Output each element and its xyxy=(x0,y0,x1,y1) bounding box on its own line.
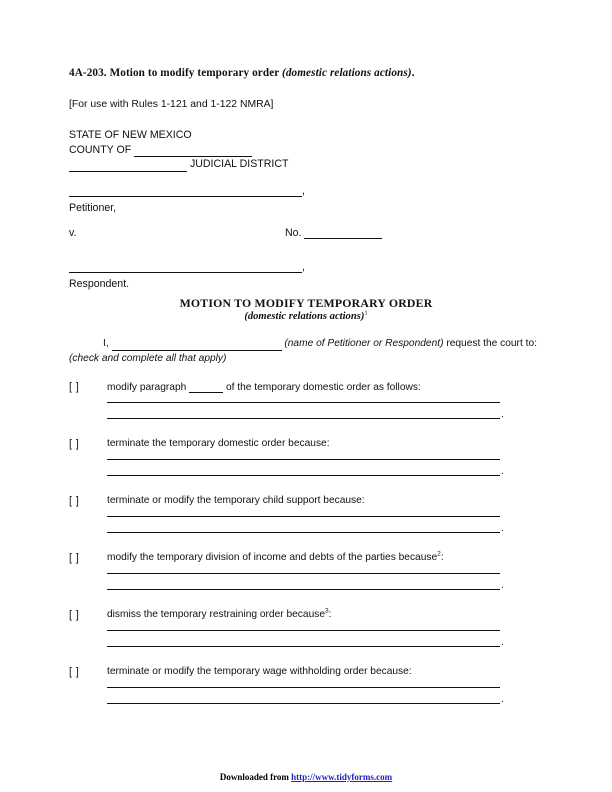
answer-line-2[interactable] xyxy=(107,532,500,533)
case-number-blank[interactable] xyxy=(304,227,382,239)
answer-line-1[interactable] xyxy=(107,573,500,574)
intro-request: request the court to: xyxy=(446,338,537,349)
item-text-before: modify the temporary division of income and debts of the parties because xyxy=(107,552,438,563)
checklist-item xyxy=(69,381,543,438)
checklist-item xyxy=(69,666,543,723)
checklist-item-label xyxy=(107,381,421,393)
checkbox-terminate-domestic-order[interactable]: [ ] xyxy=(69,438,80,450)
answer-line-2[interactable] xyxy=(107,646,500,647)
answer-line-1[interactable] xyxy=(107,459,500,460)
intro-instruction: (check and complete all that apply) xyxy=(69,353,227,364)
checklist xyxy=(69,381,543,723)
checkbox-child-support[interactable]: [ ] xyxy=(69,495,80,507)
answer-period: . xyxy=(501,694,504,705)
name-hint: (name of Petitioner or Respondent) xyxy=(284,338,444,349)
item-text-after: of the temporary domestic order as follows: xyxy=(225,382,421,393)
document-subtitle xyxy=(0,311,612,322)
checkbox-dismiss-restraining-order[interactable]: [ ] xyxy=(69,609,80,621)
respondent-name-blank[interactable] xyxy=(69,272,302,273)
form-heading xyxy=(69,67,549,79)
footer-prefix: Downloaded from xyxy=(219,772,292,782)
intro-paragraph xyxy=(69,336,543,366)
respondent-name-row xyxy=(69,261,539,276)
petitioner-name-blank[interactable] xyxy=(69,196,302,197)
answer-line-2[interactable] xyxy=(107,589,500,590)
checklist-item-label xyxy=(107,609,332,620)
versus-row xyxy=(69,227,539,261)
filer-name-blank[interactable] xyxy=(112,339,282,351)
document-title: MOTION TO MODIFY TEMPORARY ORDER xyxy=(179,296,433,310)
answer-line-2[interactable] xyxy=(107,475,500,476)
versus-label: v. xyxy=(69,227,77,239)
answer-line-1[interactable] xyxy=(107,687,500,688)
rules-note: [For use with Rules 1-121 and 1-122 NMRA] xyxy=(69,99,274,110)
answer-line-1[interactable] xyxy=(107,402,500,403)
petitioner-comma: , xyxy=(302,185,305,197)
footer-link[interactable]: http://www.tidyforms.com xyxy=(291,772,393,782)
petitioner-name-row xyxy=(69,185,539,200)
case-number-group xyxy=(285,227,382,239)
form-heading-parenthetical: (domestic relations actions) xyxy=(282,67,412,79)
item-footnote-marker: 2 xyxy=(437,550,441,558)
answer-period: . xyxy=(501,637,504,648)
county-label: COUNTY OF xyxy=(69,143,132,156)
district-line xyxy=(69,157,539,172)
item-footnote-marker: 3 xyxy=(325,607,329,615)
item-text-before: dismiss the temporary restraining order because xyxy=(107,609,325,620)
caption-header xyxy=(69,128,539,172)
respondent-comma: , xyxy=(302,261,305,273)
checklist-item-label: terminate or modify the temporary wage withholding order because: xyxy=(107,666,412,677)
state-line: STATE OF NEW MEXICO xyxy=(69,129,192,141)
paragraph-number-blank[interactable] xyxy=(189,381,223,393)
respondent-label: Respondent. xyxy=(69,278,130,290)
petitioner-label: Petitioner, xyxy=(69,202,117,214)
answer-period: . xyxy=(501,523,504,534)
district-label: JUDICIAL DISTRICT xyxy=(189,158,289,171)
checklist-item-label xyxy=(107,552,444,563)
footer-attribution xyxy=(0,772,612,782)
intro-lead: I, xyxy=(103,338,109,349)
subtitle-footnote-marker: 1 xyxy=(364,309,368,317)
form-heading-text: Motion to modify temporary order xyxy=(109,67,280,79)
answer-line-2[interactable] xyxy=(107,418,500,419)
form-number: 4A-203. xyxy=(69,67,107,79)
answer-period: . xyxy=(501,580,504,591)
item-text-after: : xyxy=(328,609,332,620)
checklist-item-label: terminate or modify the temporary child support because: xyxy=(107,495,365,506)
document-subtitle-text: (domestic relations actions) xyxy=(244,311,365,322)
item-text-before: modify paragraph xyxy=(107,382,187,393)
party-block xyxy=(69,185,539,295)
checklist-item-label: terminate the temporary domestic order because: xyxy=(107,438,330,449)
form-heading-period: . xyxy=(411,67,415,79)
checkbox-wage-withholding[interactable]: [ ] xyxy=(69,666,80,678)
answer-line-1[interactable] xyxy=(107,516,500,517)
answer-period: . xyxy=(501,466,504,477)
item-text-after: : xyxy=(440,552,444,563)
checklist-item xyxy=(69,552,543,609)
answer-line-2[interactable] xyxy=(107,703,500,704)
county-line xyxy=(69,143,539,158)
county-blank[interactable] xyxy=(134,145,252,157)
answer-period: . xyxy=(501,409,504,420)
checkbox-income-debts-division[interactable]: [ ] xyxy=(69,552,80,564)
checkbox-modify-paragraph[interactable]: [ ] xyxy=(69,381,80,393)
case-number-label: No. xyxy=(285,227,302,239)
district-blank[interactable] xyxy=(69,160,187,172)
answer-line-1[interactable] xyxy=(107,630,500,631)
checklist-item xyxy=(69,495,543,552)
checklist-item xyxy=(69,438,543,495)
checklist-item xyxy=(69,609,543,666)
